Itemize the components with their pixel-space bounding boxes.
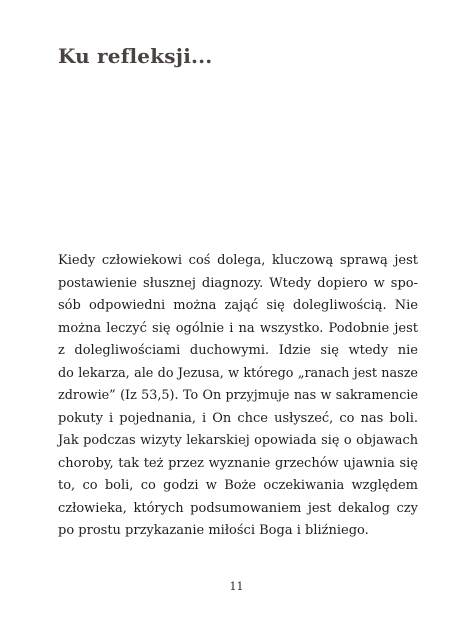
paragraph-line: sób odpowiedni można zająć się dolegliwością. Nie — [58, 298, 418, 313]
page-number: 11 — [229, 580, 244, 593]
paragraph-line: to, co boli, co godzi w Boże oczekiwania względem — [58, 478, 418, 493]
paragraph-line: do lekarza, ale do Jezusa, w którego „ranach jest nasze — [58, 365, 418, 381]
paragraph-line: choroby, tak też przez wyznanie grzechów ujawnia się — [58, 455, 418, 471]
body-paragraph — [58, 250, 418, 543]
paragraph-line: zdrowie” (Iz 53,5). To On przyjmuje nas w sakramencie — [58, 388, 418, 403]
paragraph-line: Jak podczas wizyty lekarskiej opowiada się o objawach — [58, 433, 418, 448]
paragraph-line: po prostu przykazanie miłości Boga i bliźniego. — [58, 523, 369, 538]
paragraph-line: Kiedy człowiekowi coś dolega, kluczową sprawą jest — [58, 253, 418, 268]
section-heading: Ku refleksji... — [58, 44, 213, 68]
paragraph-line: pokuty i pojednania, i On chce usłyszeć, co nas boli. — [58, 410, 418, 426]
paragraph-line: można leczyć się ogólnie i na wszystko. Podobnie jest — [58, 320, 418, 336]
paragraph-line: postawienie słusznej diagnozy. Wtedy dopiero w spo- — [58, 275, 418, 291]
paragraph-line: z dolegliwościami duchowymi. Idzie się wtedy nie — [58, 343, 418, 358]
paragraph-line: człowieka, których podsumowaniem jest dekalog czy — [58, 500, 418, 516]
